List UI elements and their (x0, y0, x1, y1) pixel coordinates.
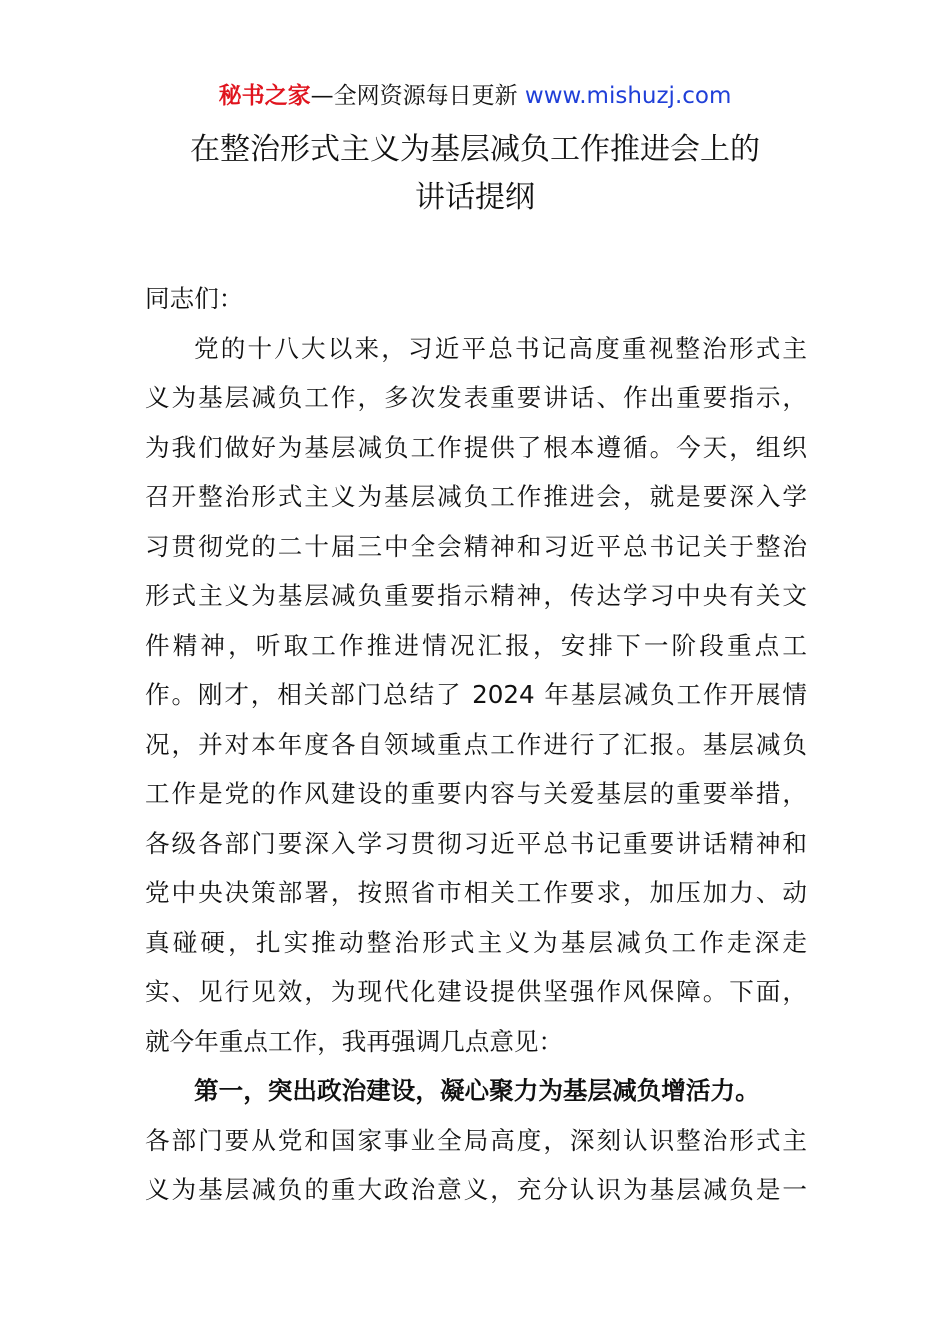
paragraph-line: 就今年重点工作，我再强调几点意见： (145, 1026, 564, 1056)
paragraph-line: 习贯彻党的二十届三中全会精神和习近平总书记关于整治 (145, 531, 807, 561)
paragraph-line: 作。刚才，相关部门总结了 2024 年基层减负工作开展情 (145, 680, 807, 709)
paragraph-line: 各级各部门要深入学习贯彻习近平总书记重要讲话精神和 (145, 828, 807, 858)
document-body (145, 274, 807, 1215)
title-line-2: 讲话提纲 (415, 180, 535, 215)
site-url-link[interactable]: www.mishuzj.com (524, 83, 732, 109)
paragraph-line: 各部门要从党和国家事业全局高度，深刻认识整治形式主 (145, 1125, 807, 1155)
paragraph-line: 召开整治形式主义为基层减负工作推进会，就是要深入学 (145, 482, 807, 511)
paragraph-line: 工作是党的作风建设的重要内容与关爱基层的重要举措， (145, 779, 807, 808)
site-header (0, 80, 950, 112)
salutation: 同志们： (145, 284, 244, 313)
paragraph-line: 义为基层减负工作，多次发表重要讲话、作出重要指示， (145, 383, 807, 412)
paragraph-line: 党的十八大以来，习近平总书记高度重视整治形式主 (194, 333, 807, 363)
paragraph-line: 真碰硬，扎实推动整治形式主义为基层减负工作走深走 (145, 927, 807, 957)
title-line-1: 在整治形式主义为基层减负工作推进会上的 (190, 132, 760, 167)
paragraph-line: 为我们做好为基层减负工作提供了根本遵循。今天，组织 (145, 432, 807, 462)
brand-name: 秘书之家 (218, 83, 311, 109)
section-heading: 第一，突出政治建设，凝心聚力为基层减负增活力。 (194, 1076, 760, 1105)
paragraph-line: 形式主义为基层减负重要指示精神，传达学习中央有关文 (145, 581, 807, 610)
document-title (0, 126, 950, 222)
paragraph-line: 件精神，听取工作推进情况汇报，安排下一阶段重点工 (145, 630, 807, 660)
paragraph-line: 党中央决策部署，按照省市相关工作要求，加压加力、动 (145, 878, 807, 907)
paragraph-line: 况，并对本年度各自领域重点工作进行了汇报。基层减负 (145, 729, 807, 759)
paragraph-line: 义为基层减负的重大政治意义，充分认识为基层减负是一 (145, 1175, 807, 1204)
site-tagline: —全网资源每日更新 (310, 83, 518, 109)
paragraph-line: 实、见行见效，为现代化建设提供坚强作风保障。下面， (145, 977, 807, 1006)
